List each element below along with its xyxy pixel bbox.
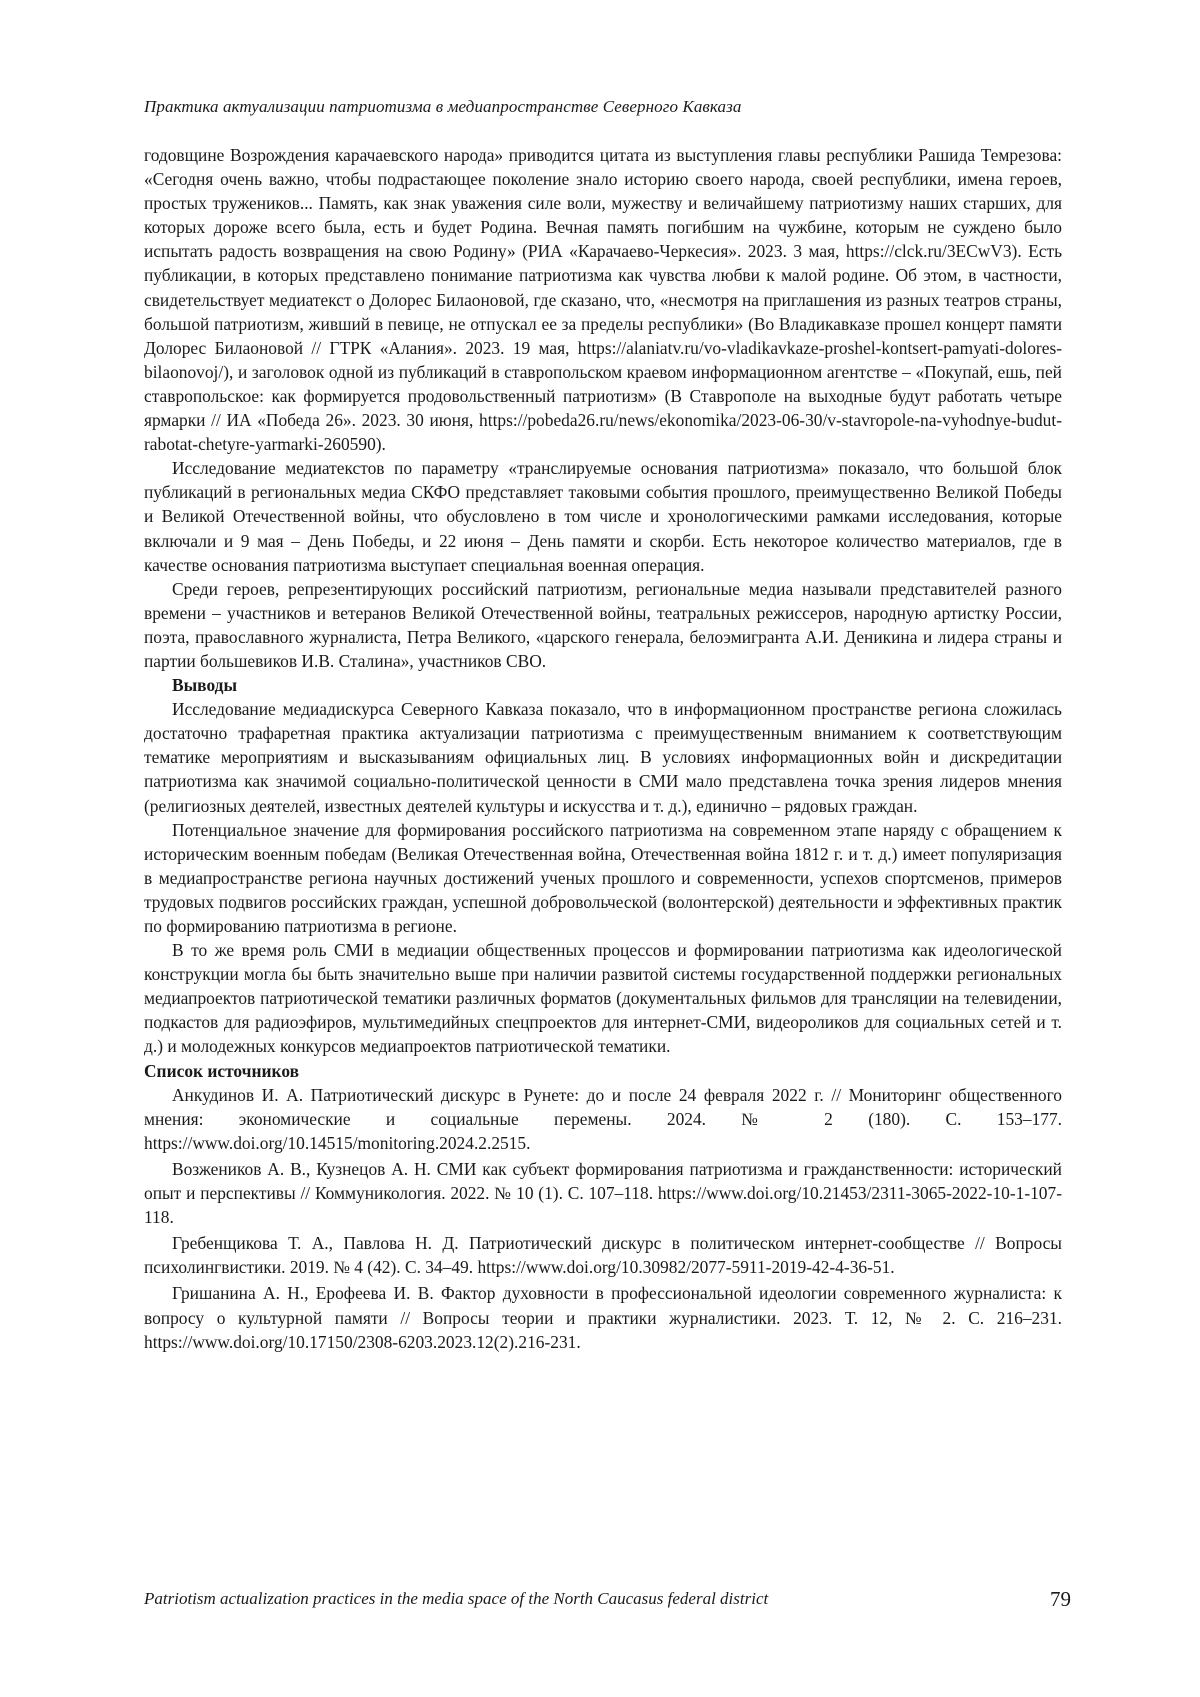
body-paragraph: Среди героев, репрезентирующих российский патриотизм, региональные медиа называли представителей разного времени – участников и ветеранов Великой Отечественной войны, театральных режиссеров, народную артистку России, поэта, православного журналиста, Петра Великого, «царского генерала, белоэмигранта А.И. Деникина и лидера страны и партии большевиков И.В. Сталина», участников СВО. — [144, 578, 1062, 671]
page-number: 79 — [1050, 1587, 1071, 1611]
article-body — [144, 143, 1062, 1356]
body-paragraph: Исследование медиатекстов по параметру «транслируемые основания патриотизма» показало, что большой блок публикаций в региональных медиа СКФО представляет таковыми события прошлого, преимущественно Великой Победы и Великой Отечественной войны, что обусловлено в том числе и хронологическими рамками исследования, которые включали и 9 мая – День Победы, и 22 июня – День памяти и скорби. Есть некоторое количество материалов, где в качестве основания патриотизма выступает специальная военная операция. — [144, 458, 1062, 575]
references-heading: Список источников — [144, 1060, 299, 1081]
running-header: Практика актуализации патриотизма в медиапространстве Северного Кавказа — [144, 97, 742, 116]
conclusion-paragraph: В то же время роль СМИ в медиации общественных процессов и формировании патриотизма как идеологической конструкции могла бы быть значительно выше при наличии развитой системы государственной поддержки региональных медиапроектов патриотической тематики различных форматов (документальных фильмов для трансляции на телевидении, подкастов для радиоэфиров, мультимедийных спецпроектов для интернет-СМИ, видеороликов для социальных сетей и т. д.) и молодежных конкурсов медиапроектов патриотической тематики. — [144, 940, 1062, 1057]
reference-item: Гребенщикова Т. А., Павлова Н. Д. Патриотический дискурс в политическом интернет-сообществе // Вопросы психолингвистики. 2019. № 4 (42). С. 34–49. https://www.doi.org/10.30982/2077-5911-2019-42-4-36-51. — [144, 1233, 1062, 1278]
reference-item: Анкудинов И. А. Патриотический дискурс в Рунете: до и после 24 февраля 2022 г. // Мониторинг общественного мнения: экономические и социальные перемены. 2024. № 2 (180). С. 153–177. https://www.doi.org/10.14515/monitoring.2024.2.2515. — [144, 1084, 1062, 1153]
conclusions-heading: Выводы — [172, 675, 238, 696]
reference-item: Возжеников А. В., Кузнецов А. Н. СМИ как субъект формирования патриотизма и гражданственности: исторический опыт и перспективы // Коммуникология. 2022. № 10 (1). С. 107–118. https://www.doi.org/10.21453/2311-3065-2022-10-1-107-118. — [144, 1158, 1062, 1228]
body-paragraph: годовщине Возрождения карачаевского народа» приводится цитата из выступления главы республики Рашида Темрезова: «Сегодня очень важно, чтобы подрастающее поколение знало историю своего народа, своей республики, имена героев, простых тружеников... Память, как знак уважения силе воли, мужеству и величайшему патриотизму наших старших, для которых дороже всего была, есть и будет Родина. Вечная память погибшим на чужбине, которым не суждено было испытать радость возвращения на свою Родину» (РИА «Карачаево-Черкесия». 2023. 3 мая, https://clck.ru/3ECwV3). Есть публикации, в которых представлено понимание патриотизма как чувства любви к малой родине. Об этом, в частности, свидетельствует медиатекст о Долорес Билаоновой, где сказано, что, «несмотря на приглашения из разных театров страны, большой патриотизм, живший в певице, не отпускал ее за пределы республики» (Во Владикавказе прошел концерт памяти Долорес Билаоновой // ГТРК «Алания». 2023. 19 мая, https://alaniatv.ru/vo-vladikavkaze-proshel-kontsert-pamyati-dolores-bilaonovoj/), и заголовок одной из публикаций в ставропольском краевом информационном агентстве – «Покупай, ешь, пей ставропольское: как формируется продовольственный патриотизм» (В Ставрополе на выходные будут работать четыре ярмарки // ИА «Победа 26». 2023. 30 июня, https://pobeda26.ru/news/ekonomika/2023-06-30/v-stavropole-na-vyhodnye-budut-rabotat-chetyre-yarmarki-260590). — [144, 145, 1062, 455]
running-footer: Patriotism actualization practices in the media space of the North Caucasus federal district — [144, 1589, 769, 1608]
conclusion-paragraph: Потенциальное значение для формирования российского патриотизма на современном этапе наряду с обращением к историческим военным победам (Великая Отечественная война, Отечественная война 1812 г. и т. д.) имеет популяризация в медиапространстве региона научных достижений ученых прошлого и современности, успехов спортсменов, примеров трудовых подвигов российских граждан, успешной добровольческой (волонтерской) деятельности и эффективных практик по формированию патриотизма в регионе. — [144, 819, 1062, 936]
reference-item: Гришанина А. Н., Ерофеева И. В. Фактор духовности в профессиональной идеологии современного журналиста: к вопросу о культурной памяти // Вопросы теории и практики журналистики. 2023. Т. 12, № 2. С. 216–231. https://www.doi.org/10.17150/2308-6203.2023.12(2).216-231. — [144, 1283, 1062, 1352]
conclusion-paragraph: Исследование медиадискурса Северного Кавказа показало, что в информационном пространстве региона сложилась достаточно трафаретная практика актуализации патриотизма с преимущественным вниманием к соответствующим тематике мероприятиям и высказываниям официальных лиц. В условиях информационных войн и дискредитации патриотизма как значимой социально-политической ценности в СМИ мало представлена точка зрения лидеров мнения (религиозных деятелей, известных деятелей культуры и искусства и т. д.), единично – рядовых граждан. — [144, 699, 1062, 816]
